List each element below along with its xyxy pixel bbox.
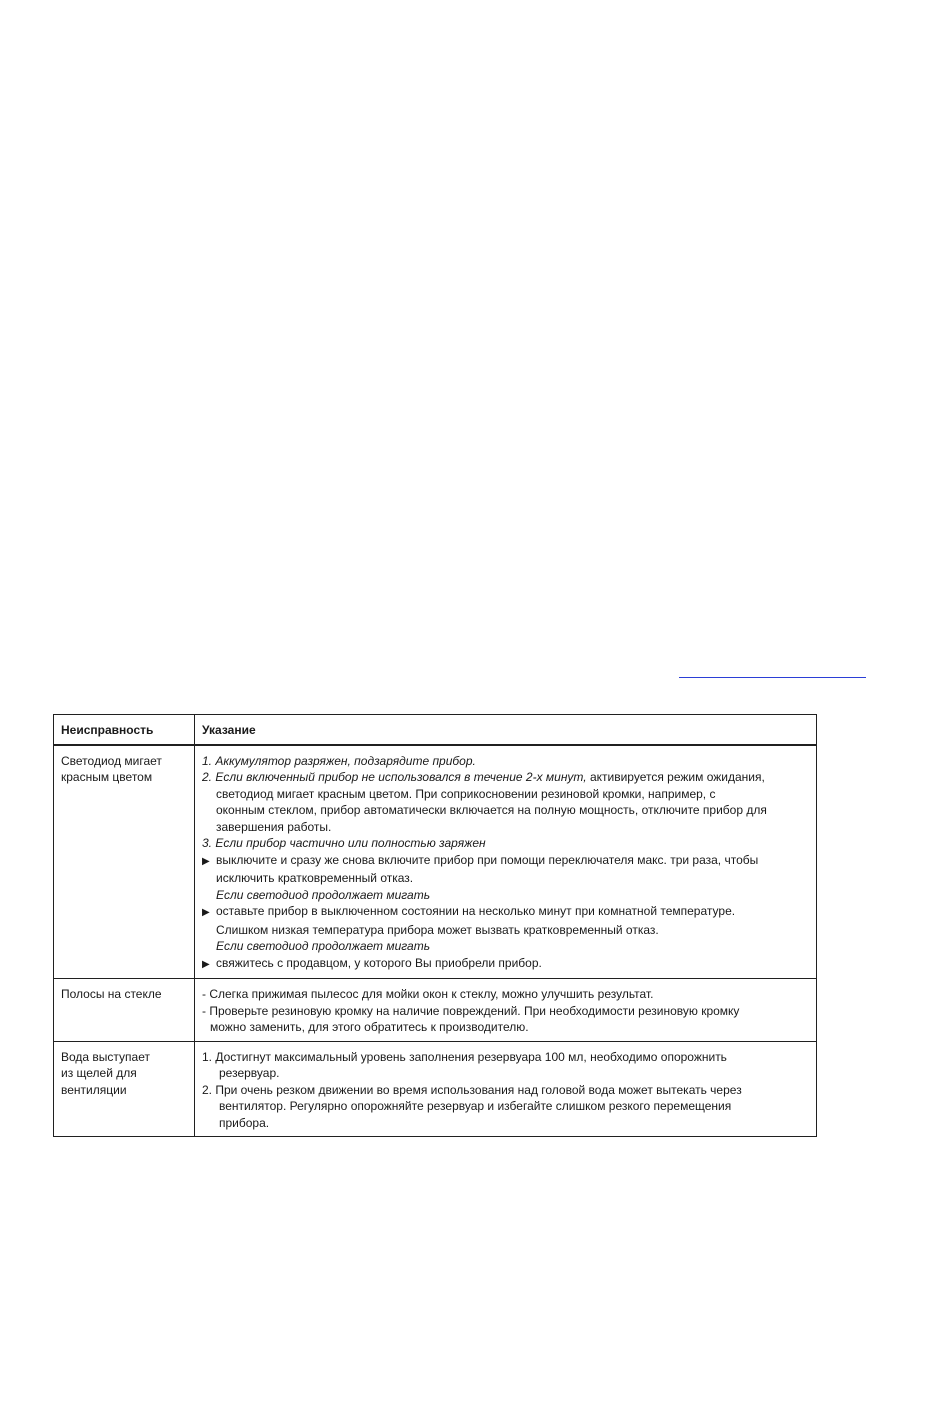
fault-text: вентиляции — [61, 1082, 127, 1097]
hint-line: 2. При очень резком движении во время использования над головой вода может вытекать через — [202, 1082, 742, 1097]
fault-text: красным цветом — [61, 770, 153, 784]
hint-line: 3. Если прибор частично или полностью заряжен — [202, 836, 486, 850]
header-hint: Указание — [195, 715, 817, 745]
hint-line: светодиод мигает красным цветом. При соприкосновении резиновой кромки, например, с — [216, 786, 716, 801]
hint-line: 1. Достигнут максимальный уровень заполнения резервуара 100 мл, необходимо опорожнить — [202, 1049, 727, 1064]
hint-line: 2. Если включенный прибор не использовался в течение 2-х минут, — [202, 770, 587, 784]
triangle-right-icon: ▶ — [202, 855, 210, 867]
hint-line: Слишком низкая температура прибора может вызвать кратковременный отказ. — [216, 922, 659, 937]
fault-cell — [54, 979, 195, 1042]
hint-line: - Проверьте резиновую кромку на наличие повреждений. При необходимости резиновую кромку — [202, 1003, 740, 1018]
hint-line: можно заменить, для этого обратитесь к производителю. — [210, 1020, 529, 1034]
hint-line: вентилятор. Регулярно опорожняйте резервуар и избегайте слишком резкого перемещения — [219, 1099, 732, 1113]
hint-cell — [195, 979, 817, 1042]
hint-line: Если светодиод продолжает мигать — [216, 887, 431, 902]
table-row — [54, 1041, 817, 1137]
fault-text: из щелей для — [61, 1066, 137, 1080]
hint-line: - Слегка прижимая пылесос для мойки окон к стеклу, можно улучшить результат. — [202, 987, 654, 1001]
hint-line: прибора. — [219, 1115, 270, 1130]
triangle-right-icon: ▶ — [202, 907, 210, 918]
fault-text: Полосы на стекле — [61, 987, 162, 1001]
hint-line: Если светодиод продолжает мигать — [216, 939, 431, 953]
hint-line: завершения работы. — [216, 819, 332, 834]
hint-line: оставьте прибор в выключенном состоянии на несколько минут при комнатной температуре. — [216, 904, 736, 918]
header-fault: Неисправность — [54, 715, 195, 745]
hint-line: резервуар. — [219, 1066, 280, 1080]
table-row — [54, 745, 817, 979]
triangle-right-icon: ▶ — [202, 958, 210, 970]
link-underline[interactable] — [679, 677, 866, 678]
fault-text: Светодиод мигает — [61, 753, 162, 768]
hint-line: оконным стеклом, прибор автоматически включается на полную мощность, отключите прибор для — [216, 803, 767, 817]
hint-line: выключите и сразу же снова включите прибор при помощи переключателя макс. три раза, чтобы — [216, 852, 759, 867]
fault-text: Вода выступает — [61, 1049, 150, 1064]
hint-line: активируется режим ожидания, — [586, 770, 765, 784]
fault-cell — [54, 745, 195, 979]
hint-line: свяжитесь с продавцом, у которого Вы приобрели прибор. — [216, 955, 542, 970]
hint-cell — [195, 1041, 817, 1137]
hint-line: 1. Аккумулятор разряжен, подзарядите прибор. — [202, 753, 476, 768]
troubleshooting-table — [53, 714, 817, 1137]
fault-cell — [54, 1041, 195, 1137]
hint-cell — [195, 745, 817, 979]
hint-line: исключить кратковременный отказ. — [216, 871, 414, 885]
table-header-row — [54, 715, 817, 745]
table-row — [54, 979, 817, 1042]
